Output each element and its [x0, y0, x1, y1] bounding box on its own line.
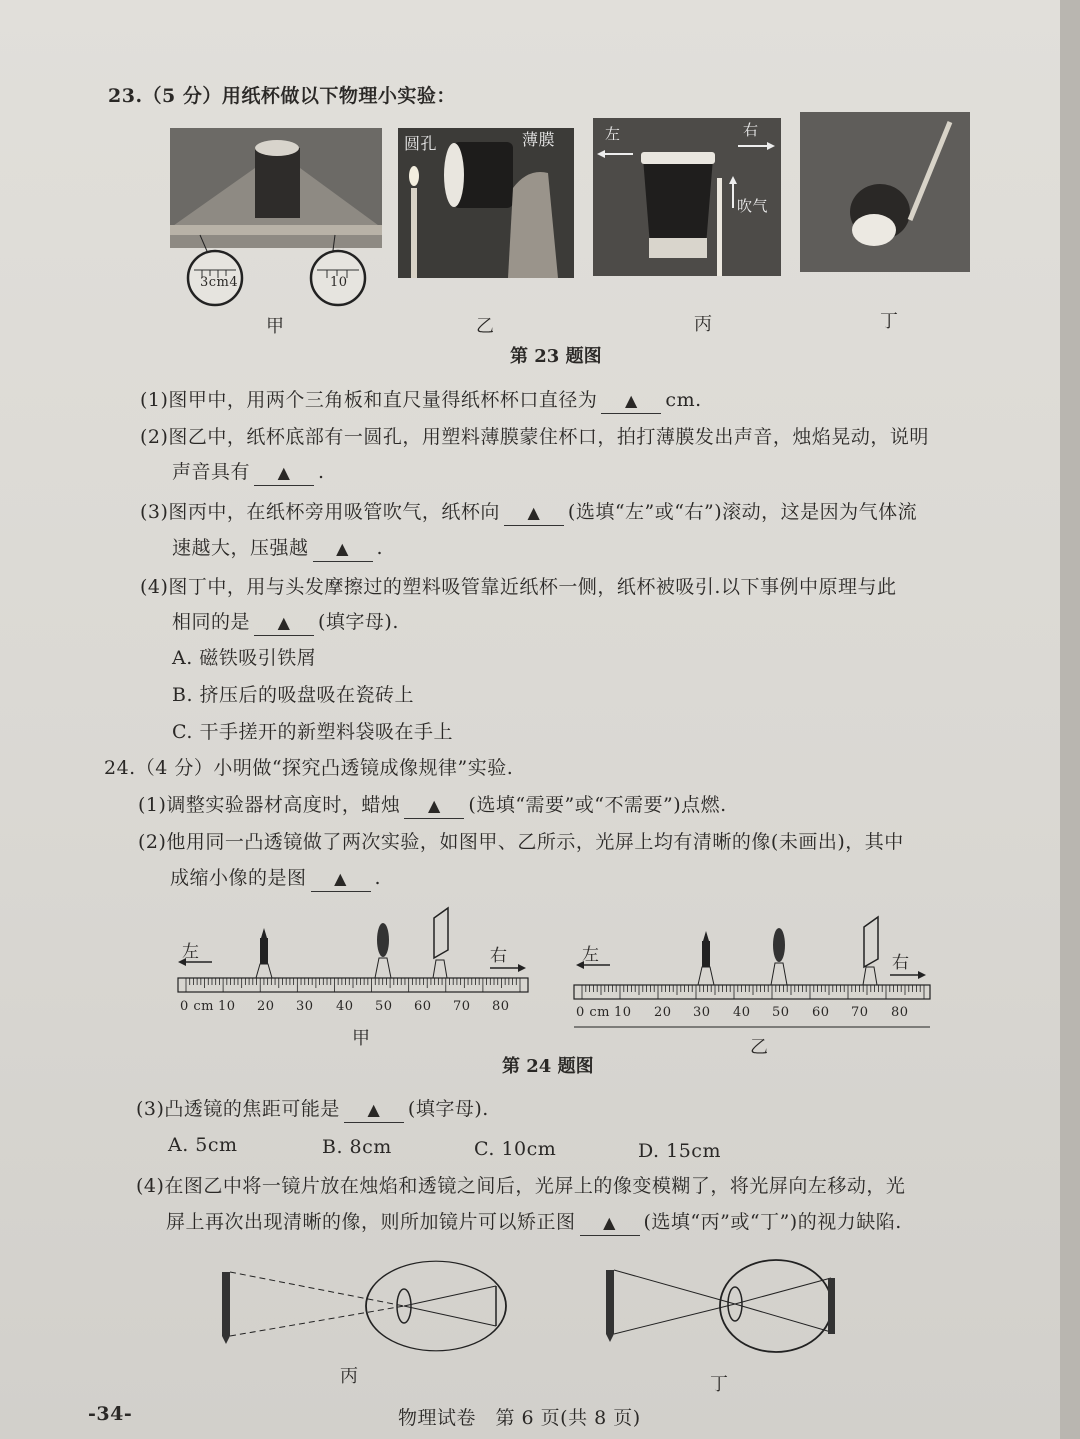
q23-part1-unit: cm.	[665, 389, 702, 411]
eye-caption-ding: 丁	[710, 1374, 728, 1395]
bench-jia-tick-80: 80	[492, 999, 510, 1014]
bench-jia-tick-0: 0 cm	[180, 999, 215, 1014]
bench-yi-tick-80: 80	[891, 1005, 909, 1020]
page-number-left: -34-	[88, 1403, 133, 1425]
q23-part4-line1: (4)图丁中，用与头发摩擦过的塑料吸管靠近纸杯一侧，纸杯被吸引.以下事例中原理与此	[140, 576, 897, 598]
bench-jia-tick-50: 50	[375, 999, 393, 1014]
blank-triangle-icon: ▲	[367, 1100, 381, 1119]
label-yuankong: 圆孔	[404, 134, 438, 153]
blank-triangle-icon: ▲	[277, 613, 291, 632]
q24-part4-text: 屏上再次出现清晰的像，则所加镜片可以矫正图	[166, 1211, 576, 1233]
caption-ding: 丁	[880, 311, 898, 332]
q23-part3-line1	[140, 500, 917, 526]
blank-triangle-icon: ▲	[625, 391, 638, 410]
optical-bench-jia	[172, 900, 537, 1050]
bench-yi-tick-60: 60	[812, 1005, 830, 1020]
q24-part1	[138, 793, 727, 819]
blank-triangle-icon: ▲	[603, 1213, 616, 1232]
q23-part3-text: (3)图丙中，在纸杯旁用吸管吹气，纸杯向	[140, 501, 500, 523]
q23-part3-end: .	[376, 537, 384, 559]
photo-ding-image	[800, 112, 970, 272]
q24-choice-c: C. 10cm	[474, 1138, 557, 1160]
blank-triangle-icon: ▲	[527, 503, 541, 522]
photo-yi	[398, 128, 574, 278]
bench-yi-right-label: 右	[892, 953, 910, 973]
page-edge	[1060, 0, 1080, 1439]
eye-diagram-ding	[598, 1256, 848, 1356]
caption-yi: 乙	[476, 316, 494, 337]
caption-bing: 丙	[694, 314, 712, 335]
answer-blank-q24-2[interactable]	[311, 866, 371, 892]
q23-part4-end: (填字母).	[318, 611, 399, 633]
q23-part1	[140, 388, 702, 414]
bench-jia-left-label: 左	[182, 942, 200, 962]
q23-part4-text: 相同的是	[172, 611, 251, 633]
photo-jia	[170, 128, 382, 308]
magnifier-right-label: 10	[330, 275, 348, 290]
optical-bench-yi	[568, 905, 940, 1058]
bench-yi-tick-0: 0 cm	[576, 1005, 611, 1020]
bench-yi-tick-10: 10	[614, 1005, 632, 1020]
eye-diagram-bing	[214, 1258, 514, 1358]
label-bomo: 薄膜	[522, 130, 556, 149]
answer-blank-q23-5[interactable]	[254, 610, 314, 636]
bench-yi-tick-50: 50	[772, 1005, 790, 1020]
q24-part3-text: (3)凸透镜的焦距可能是	[136, 1098, 340, 1120]
answer-blank-q24-4[interactable]	[580, 1210, 640, 1236]
footer-title: 物理试卷 第 6 页(共 8 页)	[398, 1407, 641, 1429]
magnifier-left-label: 3cm4	[200, 275, 239, 290]
bench-yi-caption: 乙	[750, 1037, 768, 1058]
q23-title: 23.（5 分）用纸杯做以下物理小实验：	[108, 85, 456, 107]
answer-blank-q24-3[interactable]	[344, 1097, 404, 1123]
answer-blank-q23-1[interactable]	[601, 388, 661, 414]
bench-jia-tick-70: 70	[453, 999, 471, 1014]
q23-part2-text: 声音具有	[172, 461, 251, 483]
bench-yi-tick-30: 30	[693, 1005, 711, 1020]
q23-part2-end: .	[318, 461, 325, 483]
q23-option-b: B. 挤压后的吸盘吸在瓷砖上	[172, 684, 415, 706]
q23-part3-text2: (选填“左”或“右”)滚动，这是因为气体流	[567, 501, 918, 523]
answer-blank-q23-3[interactable]	[504, 500, 564, 526]
q24-part3	[136, 1097, 489, 1123]
bench-yi-ticks	[582, 985, 924, 999]
figure-23-title: 第 23 题图	[510, 346, 602, 367]
blank-triangle-icon: ▲	[334, 869, 347, 888]
q24-part1-text2: (选填“需要”或“不需要”)点燃.	[468, 794, 727, 816]
answer-blank-q23-2[interactable]	[254, 460, 314, 486]
figure-24-title: 第 24 题图	[502, 1056, 594, 1077]
q23-part3-line2	[172, 536, 383, 562]
q24-part2-end: .	[374, 867, 382, 889]
bench-yi-left-label: 左	[582, 945, 600, 965]
answer-blank-q24-1[interactable]	[404, 793, 464, 819]
q24-choice-d: D. 15cm	[638, 1140, 721, 1162]
bench-jia-caption: 甲	[352, 1028, 370, 1049]
label-chuiqi: 吹气	[737, 197, 769, 215]
q24-part4-end: (选填“丙”或“丁”)的视力缺陷.	[643, 1211, 902, 1233]
q24-part2-line1: (2)他用同一凸透镜做了两次实验，如图甲、乙所示，光屏上均有清晰的像(未画出)，其中	[138, 831, 904, 853]
bench-yi-tick-70: 70	[851, 1005, 869, 1020]
q23-part4-line2	[172, 610, 399, 636]
bench-jia-tick-40: 40	[336, 999, 354, 1014]
q23-part2-line1: (2)图乙中，纸杯底部有一圆孔，用塑料薄膜蒙住杯口，拍打薄膜发出声音，烛焰晃动，说明	[140, 426, 929, 448]
q23-part3-text3: 速越大，压强越	[172, 537, 309, 559]
bench-yi-tick-20: 20	[654, 1005, 672, 1020]
eye-caption-bing: 丙	[340, 1366, 358, 1387]
blank-triangle-icon: ▲	[336, 539, 349, 558]
answer-blank-q23-4[interactable]	[313, 536, 373, 562]
q24-part2-text: 成缩小像的是图	[170, 867, 307, 889]
bench-jia-tick-10: 10	[218, 999, 236, 1014]
caption-jia: 甲	[266, 316, 284, 337]
q23-option-a: A. 磁铁吸引铁屑	[172, 647, 317, 669]
photo-ding	[800, 112, 970, 272]
q24-part4-line2	[166, 1210, 902, 1236]
q24-part3-end: (填字母).	[407, 1098, 489, 1120]
bench-jia-tick-20: 20	[257, 999, 275, 1014]
bench-jia-ticks	[186, 978, 520, 992]
bench-yi-tick-40: 40	[733, 1005, 751, 1020]
photo-bing	[593, 118, 781, 276]
q23-option-c: C. 干手搓开的新塑料袋吸在手上	[172, 721, 453, 743]
q24-part2-line2	[170, 866, 381, 892]
q24-choice-b: B. 8cm	[322, 1136, 392, 1158]
q23-part1-text: (1)图甲中，用两个三角板和直尺量得纸杯杯口直径为	[140, 389, 598, 411]
q24-title: 24.（4 分）小明做“探究凸透镜成像规律”实验.	[104, 757, 514, 779]
q23-part2-line2	[172, 460, 325, 486]
bench-jia-tick-60: 60	[414, 999, 432, 1014]
label-zuo: 左	[605, 125, 621, 143]
q24-part1-text: (1)调整实验器材高度时，蜡烛	[138, 794, 401, 816]
bench-jia-tick-30: 30	[296, 999, 314, 1014]
q24-part4-line1: (4)在图乙中将一镜片放在烛焰和透镜之间后，光屏上的像变模糊了，将光屏向左移动，光	[136, 1175, 906, 1197]
label-you: 右	[743, 121, 759, 139]
bench-jia-right-label: 右	[490, 946, 508, 966]
blank-triangle-icon: ▲	[428, 796, 441, 815]
q24-choice-a: A. 5cm	[168, 1134, 238, 1156]
blank-triangle-icon: ▲	[277, 463, 291, 482]
